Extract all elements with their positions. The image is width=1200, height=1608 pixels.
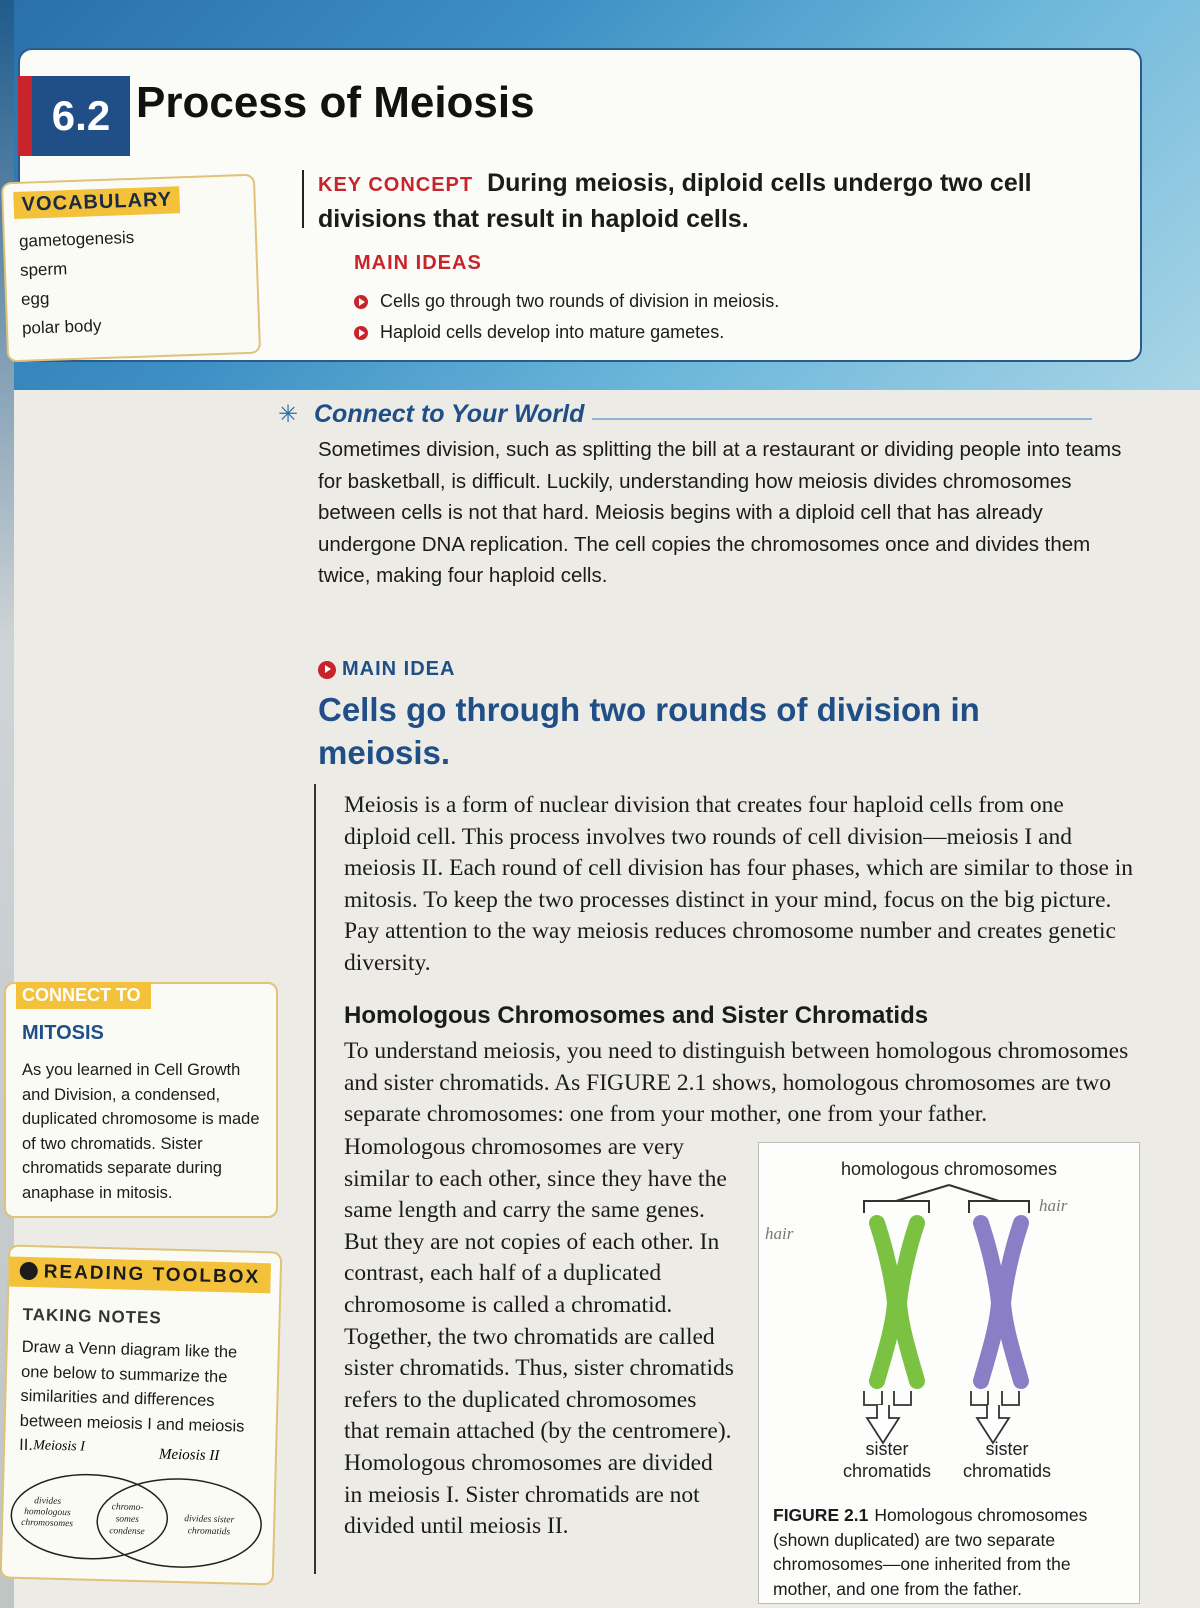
- section-number: 6.2: [18, 76, 130, 156]
- vocab-term: sperm: [19, 259, 68, 280]
- venn-left-title: Meiosis I: [32, 1438, 86, 1455]
- handwritten-annotation-right: hair: [1039, 1196, 1068, 1215]
- sister-chromatids-label-right: chromatids: [962, 1461, 1052, 1481]
- handwritten-annotation-left: hair: [765, 1224, 794, 1243]
- main-idea-text: Haploid cells develop into mature gametes.: [380, 322, 725, 342]
- venn-left-text: chromosomes: [21, 1517, 74, 1530]
- connect-world-rule: [592, 418, 1092, 420]
- subheading: Homologous Chromosomes and Sister Chromatids: [344, 1002, 929, 1029]
- connect-to-text: As you learned in Cell Growth and Division, a condensed, duplicated chromosome is made of two chromatids. Sister chromatids separate during anaphase in mitosis.: [22, 1061, 260, 1202]
- venn-right-text: divides sister: [184, 1514, 235, 1526]
- green-chromosome: [877, 1223, 917, 1381]
- figure-label: FIGURE 2.1: [773, 1505, 869, 1525]
- main-ideas-list: [354, 286, 779, 348]
- figure-caption-text: Homologous chromosomes (shown duplicated) are two separate chromosomes—one inherited from the mother, and one from the father.: [773, 1505, 1088, 1599]
- arrow-bullet-icon: [318, 661, 336, 679]
- toolbox-icon: [19, 1262, 37, 1280]
- homologous-paragraph: To understand meiosis, you need to distinguish between homologous chromosomes and sister chromatids. As FIGURE 2.1 shows, homologous chromosomes are two separate chromosomes: one from your mother, one from your father.: [344, 1038, 1129, 1128]
- page-title: Process of Meiosis: [136, 78, 535, 127]
- sister-chromatids-label-left: chromatids: [842, 1461, 932, 1481]
- homologous-bracket: [864, 1185, 1029, 1213]
- key-concept-rule: [302, 170, 304, 228]
- sparkle-icon: ✳: [278, 401, 299, 428]
- main-idea-text: Cells go through two rounds of division in meiosis.: [380, 291, 780, 311]
- taking-notes-heading: TAKING NOTES: [22, 1304, 162, 1328]
- homologous-label: homologous chromosomes: [840, 1159, 1058, 1179]
- main-idea-item: [354, 286, 779, 317]
- main-idea-label-text: MAIN IDEA: [342, 658, 456, 680]
- vocab-term: gametogenesis: [18, 227, 135, 251]
- reading-toolbox-label: READING TOOLBOX: [43, 1261, 261, 1289]
- connect-to-topic: MITOSIS: [22, 1022, 104, 1044]
- figure-2-1: [758, 1142, 1140, 1604]
- figure-caption: [773, 1503, 1123, 1601]
- column-rule: [314, 784, 316, 1574]
- reading-toolbox: [0, 1244, 282, 1585]
- arrow-bullet-icon: [354, 326, 368, 340]
- taking-notes-text: Draw a Venn diagram like the one below to summarize the similarities and differences between meiosis I and meiosis II.: [18, 1337, 245, 1455]
- venn-overlap-text: somes: [115, 1514, 139, 1525]
- vocab-term: polar body: [21, 316, 102, 338]
- venn-left-text: divides: [34, 1496, 62, 1507]
- venn-right-text: chromatids: [187, 1526, 231, 1538]
- vocabulary-list: [19, 228, 138, 348]
- venn-diagram: [6, 1431, 270, 1578]
- intro-paragraph: Meiosis is a form of nuclear division that creates four haploid cells from one diploid cell. This process involves two rounds of cell division—meiosis I and meiosis II. Each round of cell division has four phases, which are similar to those in mitosis. To keep the two processes distinct in your mind, focus on the big picture. Pay attention to the way meiosis reduces chromosome number and creates genetic diversity.: [344, 792, 1134, 976]
- vocabulary-label: VOCABULARY: [13, 186, 180, 219]
- main-idea-heading: Cells go through two rounds of division in meiosis.: [318, 691, 980, 771]
- connect-world-body: Sometimes division, such as splitting the bill at a restaurant or dividing people into teams for basketball, is difficult. Luckily, understanding how meiosis divides chromosomes between cells is not that hard. Meiosis begins with a diploid cell that has already undergone DNA replication. The cell copies the chromosomes once and divides them twice, making four haploid cells.: [318, 438, 1122, 587]
- reading-toolbox-tag: [9, 1257, 270, 1294]
- connect-to-tag: CONNECT TO: [16, 982, 151, 1009]
- venn-overlap-text: condense: [109, 1526, 145, 1538]
- connect-world-title: Connect to Your World: [314, 400, 585, 428]
- main-idea-item: [354, 317, 779, 348]
- connect-world-heading: [278, 400, 584, 429]
- key-concept-text: During meiosis, diploid cells undergo two cell divisions that result in haploid cells.: [318, 169, 1032, 233]
- key-concept-label: KEY CONCEPT: [318, 174, 474, 196]
- venn-left-text: homologous: [24, 1506, 71, 1519]
- purple-chromosome: [981, 1223, 1021, 1381]
- key-concept: [318, 166, 1078, 236]
- chromatid-paragraph: Homologous chromosomes are very similar to each other, since they have the same length and carry the same genes. But they are not copies of each other. In contrast, each half of a duplicated chromosome is called a chromatid. Together, the two chromatids are called sister chromatids. Thus, sister chromatids refers to the duplicated chromosomes that remain attached (by the centromere). Homologous chromosomes are divided in meiosis I. Sister chromatids are not divided until meiosis II.: [344, 1134, 734, 1540]
- chromosome-illustration: [759, 1143, 1139, 1503]
- main-ideas-heading: MAIN IDEAS: [354, 252, 482, 274]
- sister-chromatids-label-right: sister: [985, 1439, 1029, 1459]
- vocabulary-box: [1, 174, 261, 363]
- venn-overlap-text: chromo-: [111, 1502, 144, 1514]
- vocab-term: egg: [20, 288, 50, 309]
- connect-to-box: [4, 982, 278, 1218]
- venn-right-title: Meiosis II: [158, 1446, 220, 1465]
- sister-chromatids-label-left: sister: [865, 1439, 909, 1459]
- arrow-bullet-icon: [354, 295, 368, 309]
- chromatid-brackets: [864, 1391, 1019, 1443]
- main-idea-label: [318, 658, 455, 681]
